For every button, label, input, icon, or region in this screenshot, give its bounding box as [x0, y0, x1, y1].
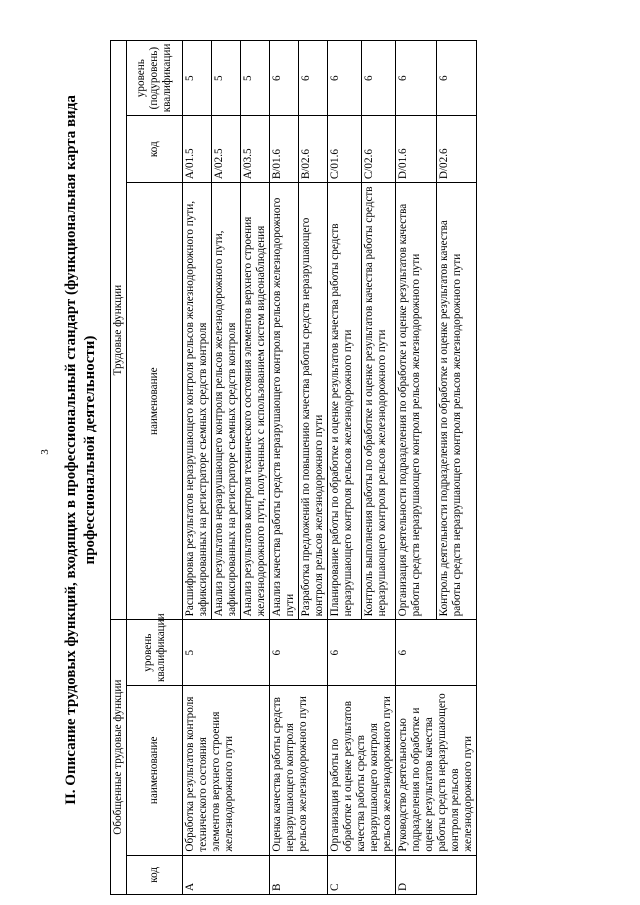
group-level: 6 — [328, 620, 396, 686]
function-name: Контроль выполнения работы по обработке и оценке результатов качества работы средств неразрушающего контроля рельсов железнодорожного пути — [362, 183, 396, 620]
function-code: А/02.5 — [212, 116, 241, 183]
table-row — [328, 41, 362, 895]
table-row — [396, 41, 437, 895]
table-row — [270, 41, 299, 895]
function-level: 6 — [362, 41, 396, 116]
function-level: 5 — [212, 41, 241, 116]
group-name: Организация работы по обработке и оценке результатов качества работы средств неразрушающего контроля рельсов железнодорожного пути — [328, 686, 396, 856]
function-name: Разработка предложений по повышению качества работы средств неразрушающего контроля рельсов железнодорожного пути — [299, 183, 328, 620]
function-name: Анализ результатов неразрушающего контроля рельсов железнодорожного пути, зафиксированных на регистраторе съемных средств контроля — [212, 183, 241, 620]
function-level: 5 — [241, 41, 270, 116]
group-name: Обработка результатов контроля технического состояния элементов верхнего строения железнодорожного пути — [183, 686, 270, 856]
function-name: Анализ результатов контроля технического состояния элементов верхнего строения железнодорожного пути, полученных с использованием систем видеонаблюдения — [241, 183, 270, 620]
header-generalized: Обобщенные трудовые функции — [111, 620, 127, 895]
function-name: Организация деятельности подразделения по обработке и оценке результатов качества работы средств неразрушающего контроля рельсов железнодорожного пути — [396, 183, 437, 620]
function-code: В/02.6 — [299, 116, 328, 183]
function-code: D/02.6 — [436, 116, 477, 183]
group-level: 5 — [183, 620, 270, 686]
function-level: 6 — [328, 41, 362, 116]
header-function-name: наименование — [127, 183, 183, 620]
section-title — [62, 55, 100, 845]
header-name: наименование — [127, 686, 183, 856]
group-level: 6 — [270, 620, 328, 686]
function-level: 6 — [436, 41, 477, 116]
group-name: Руководство деятельностью подразделения по обработке и оценке результатов качества работы средств неразрушающего контроля рельсов железнодорожного пути — [396, 686, 477, 856]
function-code: С/02.6 — [362, 116, 396, 183]
page-number: 3 — [39, 449, 51, 455]
header-level: уровень квалификации — [127, 620, 183, 686]
function-name: Контроль деятельности подразделения по обработке и оценке результатов качества работы средств неразрушающего контроля рельсов железнодорожного пути — [436, 183, 477, 620]
header-code: код — [127, 855, 183, 894]
header-function-level: уровень (подуровень) квалификации — [127, 41, 183, 116]
title-line-1: II. Описание трудовых функций, входящих в профессиональный стандарт (функциональная карта вида — [63, 95, 79, 805]
function-level: 6 — [270, 41, 299, 116]
function-level: 5 — [183, 41, 212, 116]
function-code: А/03.5 — [241, 116, 270, 183]
function-code: С/01.6 — [328, 116, 362, 183]
group-code: D — [396, 855, 477, 894]
function-code: D/01.6 — [396, 116, 437, 183]
function-name: Расшифровка результатов неразрушающего контроля рельсов железнодорожного пути, зафиксированных на регистраторе съемных средств контроля — [183, 183, 212, 620]
header-function-code: код — [127, 116, 183, 183]
function-name: Планирование работы по обработке и оценке результатов качества работы средств неразрушающего контроля рельсов железнодорожного пути — [328, 183, 362, 620]
group-name: Оценка качества работы средств неразрушающего контроля рельсов железнодорожного пути — [270, 686, 328, 856]
header-labor-functions: Трудовые функции — [111, 41, 127, 620]
function-level: 6 — [396, 41, 437, 116]
function-code: А/01.5 — [183, 116, 212, 183]
table-row — [183, 41, 212, 895]
function-name: Анализ качества работы средств неразрушающего контроля рельсов железнодорожного пути — [270, 183, 299, 620]
group-code: А — [183, 855, 270, 894]
group-level: 6 — [396, 620, 477, 686]
function-code: В/01.6 — [270, 116, 299, 183]
functional-map-table — [110, 40, 477, 895]
function-level: 6 — [299, 41, 328, 116]
title-line-2: профессиональной деятельности) — [82, 335, 98, 565]
group-code: С — [328, 855, 396, 894]
group-code: В — [270, 855, 328, 894]
